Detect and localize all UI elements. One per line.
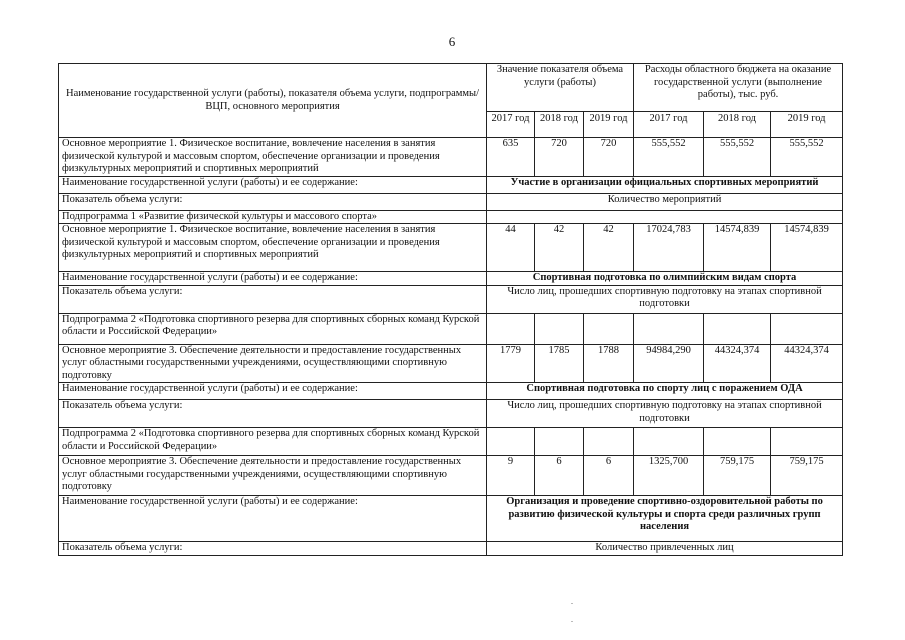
row-label: Показатель объема услуги:: [59, 400, 487, 428]
value-cell: [584, 428, 634, 456]
table-row: [59, 456, 843, 496]
table-row: [59, 272, 843, 286]
row-label: Наименование государственной услуги (работы) и ее содержание:: [59, 496, 487, 542]
page-number: 6: [448, 34, 456, 49]
value-cell: [584, 313, 634, 344]
value-cell: [535, 313, 584, 344]
span-content-cell: Участие в организации официальных спортивных мероприятий: [487, 176, 843, 193]
value-cell: 42: [584, 224, 634, 272]
value-cell: 6: [535, 456, 584, 496]
value-cell: [535, 428, 584, 456]
year-cell: 2017 год: [634, 112, 704, 138]
span-content-cell: Спортивная подготовка по олимпийским видам спорта: [487, 272, 843, 286]
value-cell: [487, 428, 535, 456]
table-row: [59, 138, 843, 177]
table-row: [59, 542, 843, 556]
value-cell: 1785: [535, 344, 584, 383]
value-cell: 94984,290: [634, 344, 704, 383]
row-label: Показатель объема услуги:: [59, 285, 487, 313]
value-cell: 14574,839: [771, 224, 843, 272]
header-volume-cell: Значение показателя объема услуги (работы): [487, 64, 634, 112]
value-cell: 555,552: [771, 138, 843, 177]
table-row: [59, 176, 843, 193]
value-cell: 720: [584, 138, 634, 177]
table-row: [59, 400, 843, 428]
row-label: Подпрограмма 2 «Подготовка спортивного резерва для спортивных сборных команд Курской области и Российской Федерации»: [59, 313, 487, 344]
value-cell: [634, 428, 704, 456]
value-cell: 1325,700: [634, 456, 704, 496]
value-cell: 44: [487, 224, 535, 272]
table-row: [59, 224, 843, 272]
value-cell: 555,552: [634, 138, 704, 177]
table-row: [59, 383, 843, 400]
row-label: Наименование государственной услуги (работы) и ее содержание:: [59, 383, 487, 400]
table-row: [59, 428, 843, 456]
header-row: [59, 64, 843, 112]
value-cell: [704, 428, 771, 456]
table-row: [59, 285, 843, 313]
span-content-cell: Количество мероприятий: [487, 193, 843, 210]
value-cell: 17024,783: [634, 224, 704, 272]
row-label: Наименование государственной услуги (работы) и ее содержание:: [59, 272, 487, 286]
row-label: Основное мероприятие 3. Обеспечение деятельности и предоставление государственных услуг областными государственными учреждениями, осуществляющими спортивную подготовку: [59, 456, 487, 496]
row-label: Подпрограмма 1 «Развитие физической культуры и массового спорта»: [59, 210, 487, 224]
value-cell: [704, 313, 771, 344]
value-cell: 635: [487, 138, 535, 177]
table-row: [59, 496, 843, 542]
value-cell: [771, 428, 843, 456]
value-cell: 720: [535, 138, 584, 177]
year-cell: 2017 год: [487, 112, 535, 138]
value-cell: 1788: [584, 344, 634, 383]
span-content-cell: Число лиц, прошедших спортивную подготовку на этапах спортивной подготовки: [487, 400, 843, 428]
value-cell: 14574,839: [704, 224, 771, 272]
value-cell: 555,552: [704, 138, 771, 177]
span-content-cell: Количество привлеченных лиц: [487, 542, 843, 556]
table-row: [59, 313, 843, 344]
year-cell: 2019 год: [584, 112, 634, 138]
value-cell: [771, 313, 843, 344]
services-table: [58, 63, 843, 556]
table-row: [59, 210, 843, 224]
year-cell: 2019 год: [771, 112, 843, 138]
value-cell: [634, 313, 704, 344]
year-cell: 2018 год: [535, 112, 584, 138]
value-cell: [487, 313, 535, 344]
span-content-cell: Спортивная подготовка по спорту лиц с поражением ОДА: [487, 383, 843, 400]
year-cell: 2018 год: [704, 112, 771, 138]
value-cell: 44324,374: [704, 344, 771, 383]
value-cell: 759,175: [704, 456, 771, 496]
value-cell: 42: [535, 224, 584, 272]
scan-speck: [571, 603, 573, 604]
row-label: Показатель объема услуги:: [59, 193, 487, 210]
row-label: Наименование государственной услуги (работы) и ее содержание:: [59, 176, 487, 193]
span-content-cell: [487, 210, 843, 224]
span-content-cell: Организация и проведение спортивно-оздоровительной работы по развитию физической культуры и спорта среди различных групп населения: [487, 496, 843, 542]
span-content-cell: Число лиц, прошедших спортивную подготовку на этапах спортивной подготовки: [487, 285, 843, 313]
table-row: [59, 193, 843, 210]
table-row: [59, 344, 843, 383]
row-label: Основное мероприятие 1. Физическое воспитание, вовлечение населения в занятия физической культурой и массовым спортом, обеспечение организации и проведения физкультурных мероприятий и спортивных мероприятий: [59, 224, 487, 272]
value-cell: 44324,374: [771, 344, 843, 383]
value-cell: 759,175: [771, 456, 843, 496]
value-cell: 1779: [487, 344, 535, 383]
value-cell: 9: [487, 456, 535, 496]
header-name-cell: Наименование государственной услуги (работы), показателя объема услуги, подпрограммы/ВЦП, основного мероприятия: [59, 64, 487, 138]
row-label: Основное мероприятие 3. Обеспечение деятельности и предоставление государственных услуг областными государственными учреждениями, осуществляющими спортивную подготовку: [59, 344, 487, 383]
value-cell: 6: [584, 456, 634, 496]
scan-speck: [571, 621, 573, 622]
row-label: Показатель объема услуги:: [59, 542, 487, 556]
row-label: Подпрограмма 2 «Подготовка спортивного резерва для спортивных сборных команд Курской области и Российской Федерации»: [59, 428, 487, 456]
row-label: Основное мероприятие 1. Физическое воспитание, вовлечение населения в занятия физической культурой и массовым спортом, обеспечение организации и проведения физкультурных мероприятий и спортивных мероприятий: [59, 138, 487, 177]
header-expenses-cell: Расходы областного бюджета на оказание государственной услуги (выполнение работы), тыс. руб.: [634, 64, 843, 112]
